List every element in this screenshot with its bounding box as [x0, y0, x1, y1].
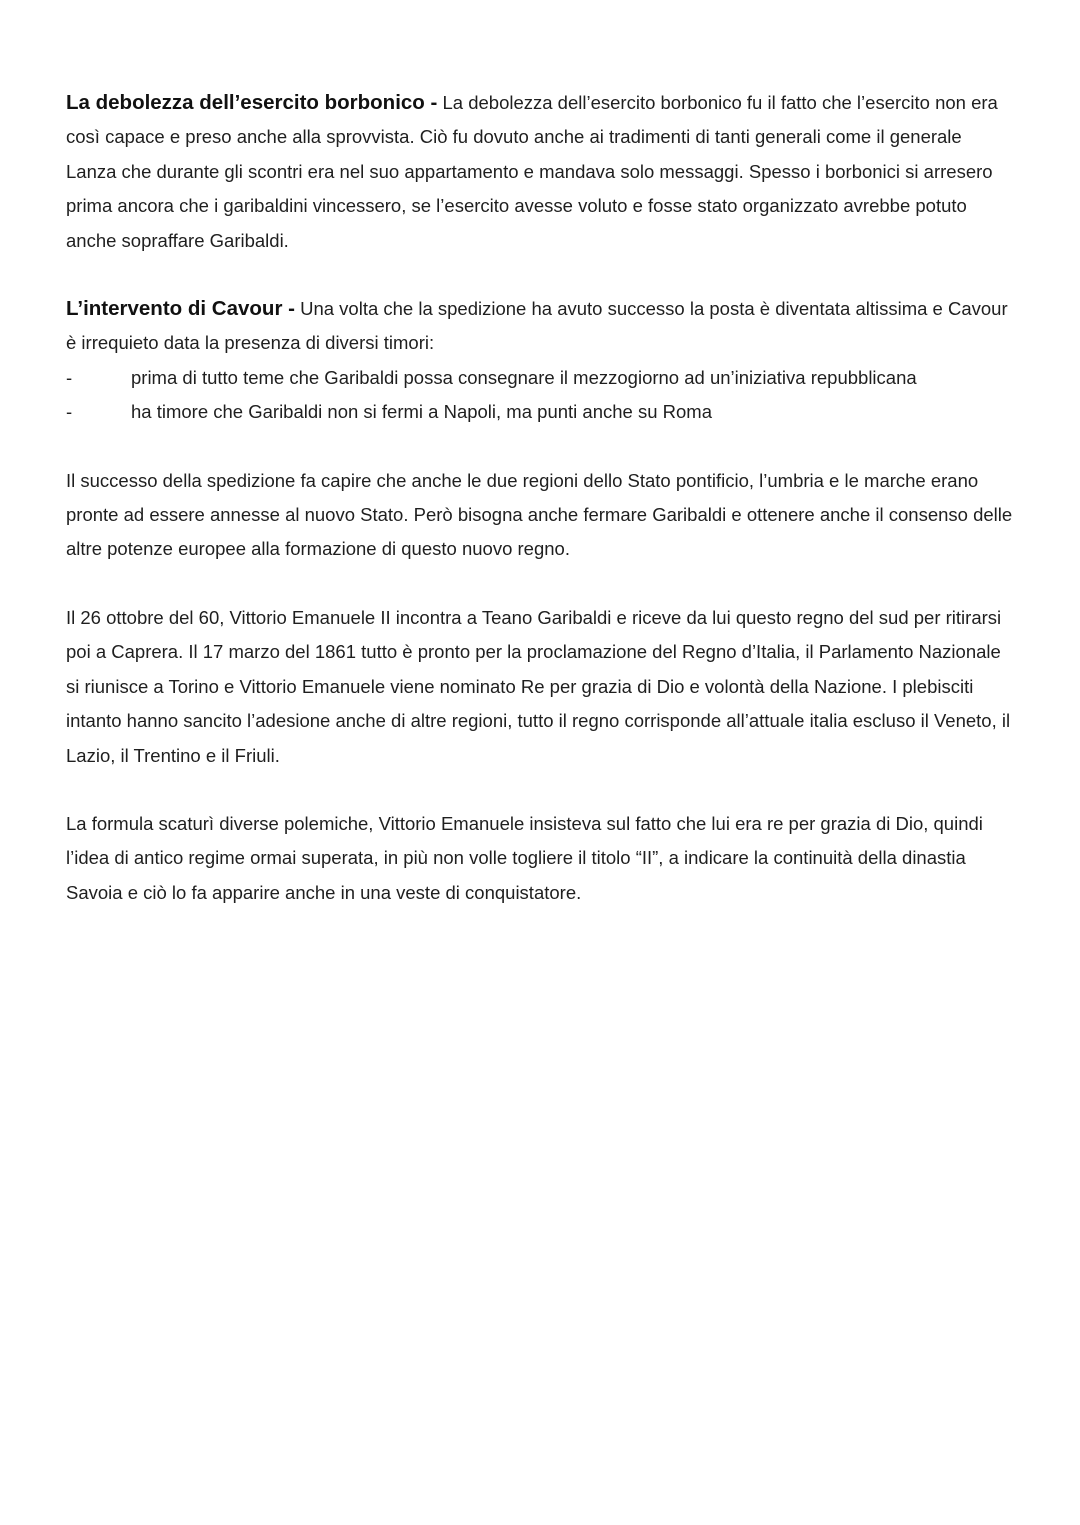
- list-item-text: prima di tutto teme che Garibaldi possa consegnare il mezzogiorno ad un’iniziativa repubblicana: [131, 366, 917, 388]
- document-body: [66, 86, 1016, 910]
- section-text-borbonico: La debolezza dell’esercito borbonico fu il fatto che l’esercito non era così capace e preso anche alla sprovvista. Ciò fu dovuto anche ai tradimenti di tanti generali come il generale Lanza che durante gli scontri era nel suo appartamento e mandava solo messaggi. Spesso i borbonici si arresero prima ancora che i garibaldini vincessero, se l’esercito avesse voluto e fosse stato organizzato avrebbe potuto anche sopraffare Garibaldi.: [66, 92, 998, 251]
- paragraph-intervento-cavour: [66, 292, 1016, 361]
- list-item: [66, 395, 1016, 429]
- paragraph-formula: La formula scaturì diverse polemiche, Vittorio Emanuele insisteva sul fatto che lui era re per grazia di Dio, quindi l’idea di antico regime ormai superata, in più non volle togliere il titolo “II”, a indicare la continuità della dinastia Savoia e ciò lo fa apparire anche in una veste di conquistatore.: [66, 812, 983, 903]
- paragraph-successo-spedizione: Il successo della spedizione fa capire che anche le due regioni dello Stato pontificio, l’umbria e le marche erano pronte ad essere annesse al nuovo Stato. Però bisogna anche fermare Garibaldi e ottenere anche il consenso delle altre potenze europee alla formazione di questo nuovo regno.: [66, 469, 1013, 560]
- paragraph-esercito-borbonico: [66, 86, 1016, 258]
- section-text-cavour: Una volta che la spedizione ha avuto successo la posta è diventata altissima e Cavour è irrequieto data la presenza di diversi timori:: [66, 298, 1008, 354]
- paragraph-spacer: [66, 430, 1016, 464]
- bullet-marker: -: [66, 401, 73, 423]
- list-item: [66, 361, 1016, 395]
- section-heading-borbonico: La debolezza dell’esercito borbonico -: [66, 91, 438, 114]
- paragraph-spacer: [66, 567, 1016, 601]
- bullet-marker: -: [66, 366, 73, 388]
- section-heading-cavour: L’intervento di Cavour -: [66, 297, 295, 321]
- paragraph-spacer: [66, 773, 1016, 807]
- paragraph-spacer: [66, 258, 1016, 292]
- paragraph-teano: Il 26 ottobre del 60, Vittorio Emanuele II incontra a Teano Garibaldi e riceve da lui questo regno del sud per ritirarsi poi a Caprera. Il 17 marzo del 1861 tutto è pronto per la proclamazione del Regno d’Italia, il Parlamento Nazionale si riunisce a Torino e Vittorio Emanuele viene nominato Re per grazia di Dio e volontà della Nazione. I plebisciti intanto hanno sancito l’adesione anche di altre regioni, tutto il regno corrisponde all’attuale italia escluso il Veneto, il Lazio, il Trentino e il Friuli.: [66, 606, 1011, 766]
- list-item-text: ha timore che Garibaldi non si fermi a Napoli, ma punti anche su Roma: [131, 401, 712, 423]
